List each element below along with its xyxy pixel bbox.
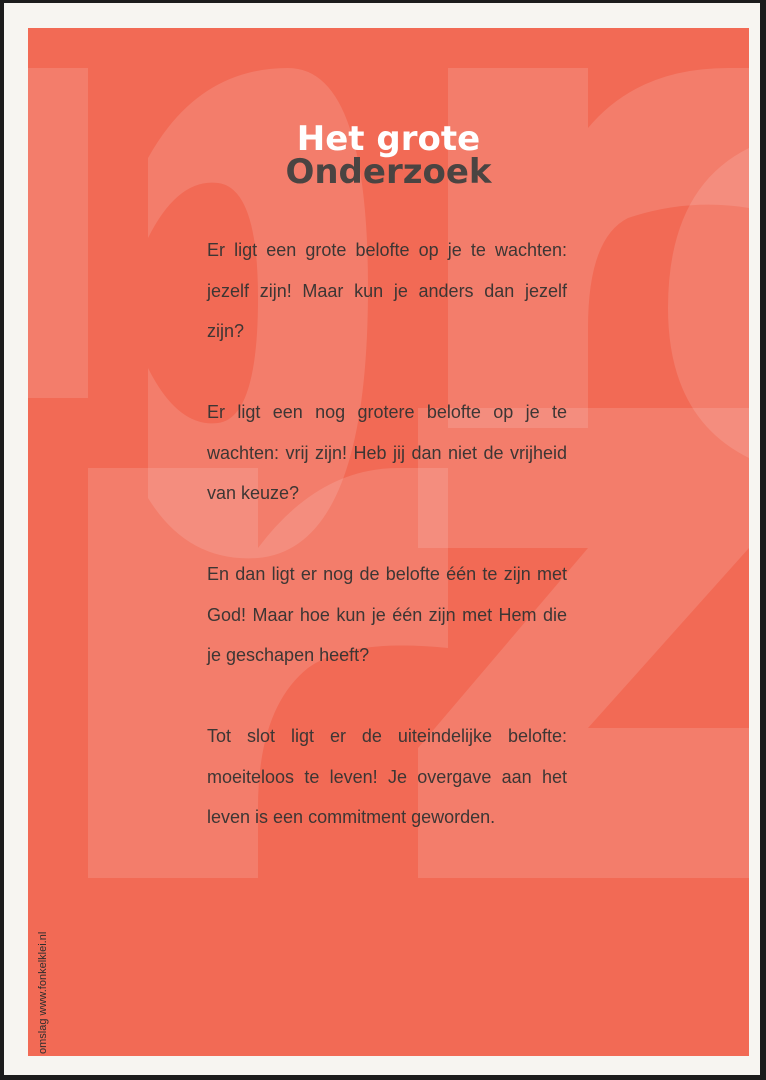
cover-page xyxy=(28,28,749,1056)
paragraph-4: Tot slot ligt er de uiteindelijke belofte: moeiteloos te leven! Je overgave aan het leven is een commitment geworden. xyxy=(207,726,567,827)
body-text xyxy=(207,230,567,838)
title-line-1: Het grote xyxy=(296,119,481,159)
paragraph-2: Er ligt een nog grotere belofte op je te wachten: vrij zijn! Heb jij dan niet de vrijheid van keuze? xyxy=(207,402,567,503)
side-credit-text: omslag www.fonkelklei.nl xyxy=(37,931,49,1054)
paragraph-3: En dan ligt er nog de belofte één te zijn met God! Maar hoe kun je één zijn met Hem die je geschapen heeft? xyxy=(207,564,567,665)
title-line-2: Onderzoek xyxy=(285,152,492,192)
side-credit xyxy=(37,878,51,1054)
paragraph-1: Er ligt een grote belofte op je te wachten: jezelf zijn! Maar kun je anders dan jezelf zijn? xyxy=(207,240,567,341)
